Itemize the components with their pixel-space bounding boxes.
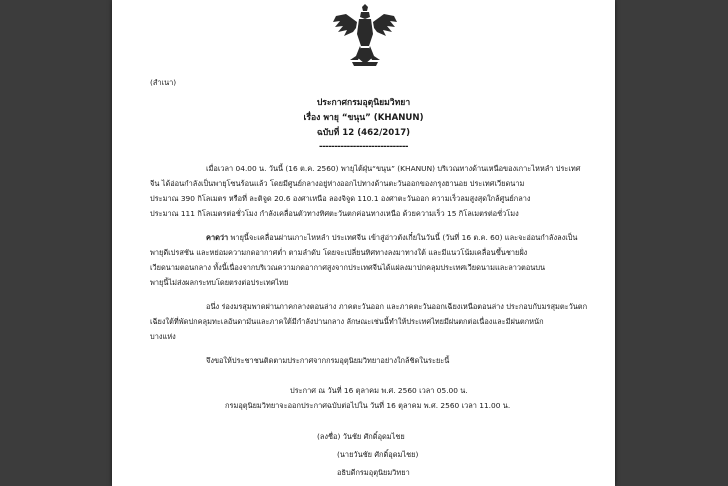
paragraph-4: จึงขอให้ประชาชนติดตามประกาศจากกรมอุตุนิยมวิทยาอย่างใกล้ชิดในระยะนี้ [206,356,450,365]
signature-line: (ลงชื่อ) วันชัย ศักดิ์อุดมไชย [317,432,405,441]
paragraph-3-line: บางแห่ง [150,332,176,341]
signatory-name: (นายวันชัย ศักดิ์อุดมไชย) [337,450,419,459]
garuda-emblem-icon [332,4,398,68]
page-title: ประกาศกรมอุตุนิยมวิทยา [316,98,411,108]
issue-number: ฉบับที่ 12 (462/2017) [316,128,411,138]
paragraph-2-line [206,233,577,243]
paragraph-1-line: เมื่อเวลา 04.00 น. วันนี้ (16 ต.ค. 2560) พายุไต้ฝุ่น“ขนุน” (KHANUN) บริเวณทางด้านเหนือของเกาะไหหลำ ประเทศ [206,164,581,173]
document-page [112,0,615,486]
paragraph-2-line: พายุดีเปรสชัน และหย่อมความกดอากาศต่ำ ตามลำดับ โดยจะเปลี่ยนทิศทางลงมาทางใต้ และมีแนวโน้มเคลื่อนขึ้นชายฝั่ง [150,248,528,257]
paragraph-1-line: จีน ได้อ่อนกำลังเป็นพายุโซนร้อนแล้ว โดยมีศูนย์กลางอยู่ห่างออกไปทางด้านตะวันออกของกรุงฮานอย ประเทศเวียดนาม [150,179,525,188]
paragraph-2-line: พายุนี้ไม่ส่งผลกระทบโดยตรงต่อประเทศไทย [150,278,289,287]
paragraph-1-line: ประมาณ 390 กิโลเมตร หรือที่ ละติจูด 20.6 องศาเหนือ ลองจิจูด 110.1 องศาตะวันออก ความเร็วลมสูงสุดใกล้ศูนย์กลาง [150,194,531,203]
paragraph-2-text: พายุนี้จะเคลื่อนผ่านเกาะไหหลำ ประเทศจีน เข้าสู่อ่าวตังเกี๋ยในวันนี้ (วันที่ 16 ต.ค. 60) และจะอ่อนกำลังลงเป็น [228,233,578,242]
announcement-date: ประกาศ ณ วันที่ 16 ตุลาคม พ.ศ. 2560 เวลา 05.00 น. [290,386,468,395]
paragraph-1-line: ประมาณ 111 กิโลเมตรต่อชั่วโมง กำลังเคลื่อนตัวทางทิศตะวันตกค่อนทางเหนือ ด้วยความเร็ว 15 กิโลเมตรต่อชั่วโมง [150,209,519,218]
forecast-lead: คาดว่า [206,233,229,242]
paragraph-3-line: เฉียงใต้ที่พัดปกคลุมทะเลอันดามันและภาคใต้มีกำลังปานกลาง ลักษณะเช่นนี้ทำให้ประเทศไทยมีฝนตกต่อเนื่องและมีฝนตกหนัก [150,317,544,326]
paragraph-2-line: เวียดนามตอนกลาง ทั้งนี้เนื่องจากบริเวณความกดอากาศสูงจากประเทศจีนได้แผ่ลงมาปกคลุมประเทศเวียดนามและลาวตอนบน [150,263,546,272]
signatory-position: อธิบดีกรมอุตุนิยมวิทยา [337,468,410,477]
paragraph-3-line: อนึ่ง ร่องมรสุมพาดผ่านภาคกลางตอนล่าง ภาคตะวันออก และภาคตะวันออกเฉียงเหนือตอนล่าง ประกอบกับมรสุมตะวันตก [206,302,588,311]
next-issue-note: กรมอุตุนิยมวิทยาจะออกประกาศฉบับต่อไปใน วันที่ 16 ตุลาคม พ.ศ. 2560 เวลา 11.00 น. [225,401,511,410]
separator: ----------------------------- [319,142,408,152]
subject-line: เรื่อง พายุ “ขนุน” (KHANUN) [303,113,424,123]
copy-label: (สำเนา) [150,78,177,87]
